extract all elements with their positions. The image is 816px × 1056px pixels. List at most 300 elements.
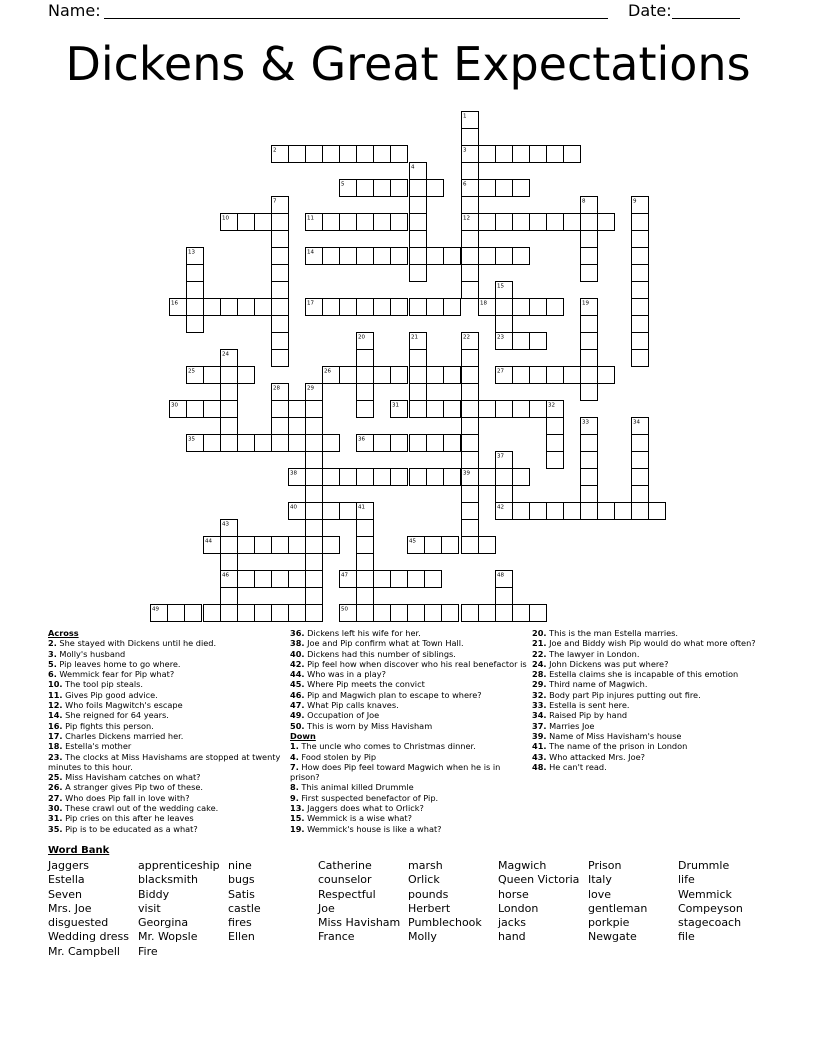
grid-cell[interactable] — [513, 503, 530, 520]
grid-cell[interactable] — [357, 571, 374, 588]
grid-cell[interactable] — [255, 299, 272, 316]
grid-cell[interactable] — [374, 214, 391, 231]
grid-cell[interactable] — [391, 571, 408, 588]
grid-cell[interactable] — [238, 435, 255, 452]
grid-cell[interactable] — [632, 452, 649, 469]
grid-cell[interactable] — [496, 316, 513, 333]
grid-cell[interactable] — [632, 299, 649, 316]
grid-cell[interactable] — [462, 418, 479, 435]
grid-cell[interactable] — [547, 435, 564, 452]
grid-cell[interactable] — [462, 486, 479, 503]
word-bank-word: apprenticeship — [138, 859, 220, 872]
grid-cell[interactable] — [221, 401, 238, 418]
grid-cell[interactable] — [479, 214, 496, 231]
grid-cell[interactable] — [427, 180, 444, 197]
grid-cell[interactable] — [323, 537, 340, 554]
grid-cell[interactable] — [306, 520, 323, 537]
grid-cell[interactable] — [410, 469, 427, 486]
word-bank-word: Mr. Campbell — [48, 944, 120, 958]
grid-cell[interactable] — [340, 469, 357, 486]
grid-cell[interactable] — [357, 401, 374, 418]
grid-cell[interactable] — [530, 333, 547, 350]
clue-item-number: 23. — [48, 751, 63, 762]
grid-cell[interactable] — [581, 503, 598, 520]
grid-cell[interactable] — [272, 316, 289, 333]
grid-cell[interactable] — [272, 214, 289, 231]
grid-cell[interactable] — [272, 537, 289, 554]
grid-cell[interactable] — [289, 571, 306, 588]
grid-cell[interactable] — [391, 299, 408, 316]
grid-cell[interactable] — [564, 146, 581, 163]
clue-item — [290, 659, 530, 669]
grid-cell[interactable] — [391, 469, 408, 486]
grid-cell[interactable] — [496, 469, 513, 486]
clue-item — [48, 679, 288, 689]
grid-cell[interactable] — [632, 214, 649, 231]
grid-cell[interactable] — [581, 265, 598, 282]
grid-cell[interactable] — [306, 503, 323, 520]
grid-cell[interactable] — [410, 248, 427, 265]
grid-cell[interactable] — [410, 265, 427, 282]
grid-cell[interactable] — [496, 146, 513, 163]
grid-cells — [151, 112, 666, 622]
grid-cell[interactable] — [357, 214, 374, 231]
grid-cell[interactable] — [374, 146, 391, 163]
clue-number: 46 — [222, 572, 229, 579]
grid-cell[interactable] — [185, 605, 202, 622]
grid-cell[interactable] — [530, 367, 547, 384]
clue-item-number: 43. — [532, 751, 547, 762]
grid-cell[interactable] — [581, 384, 598, 401]
grid-cell[interactable] — [306, 146, 323, 163]
grid-cell[interactable] — [272, 435, 289, 452]
clue-item — [532, 762, 772, 772]
grid-cell[interactable] — [357, 520, 374, 537]
grid-cell[interactable] — [340, 248, 357, 265]
grid-cell[interactable] — [340, 146, 357, 163]
grid-cell[interactable] — [306, 486, 323, 503]
grid-cell[interactable] — [340, 214, 357, 231]
grid-cell[interactable] — [221, 435, 238, 452]
grid-cell[interactable] — [272, 418, 289, 435]
grid-cell[interactable] — [479, 605, 496, 622]
grid-cell[interactable] — [496, 248, 513, 265]
grid-cell[interactable] — [357, 299, 374, 316]
grid-cell[interactable] — [272, 265, 289, 282]
grid-cell[interactable] — [427, 299, 444, 316]
grid-cell[interactable] — [204, 367, 221, 384]
grid-cell[interactable] — [272, 231, 289, 248]
grid-cell[interactable] — [323, 248, 340, 265]
grid-cell[interactable] — [323, 435, 340, 452]
clue-item-text: Estella's mother — [62, 741, 132, 752]
grid-cell[interactable] — [462, 265, 479, 282]
grid-cell[interactable] — [374, 571, 391, 588]
clue-item — [532, 649, 772, 659]
grid-cell[interactable] — [632, 486, 649, 503]
grid-cell[interactable] — [513, 146, 530, 163]
grid-cell[interactable] — [479, 401, 496, 418]
grid-cell[interactable] — [530, 401, 547, 418]
word-bank-word: disguested — [48, 916, 109, 930]
grid-cell[interactable] — [513, 401, 530, 418]
grid-cell[interactable] — [462, 163, 479, 180]
grid-cell[interactable] — [272, 571, 289, 588]
grid-cell[interactable] — [272, 333, 289, 350]
grid-cell[interactable] — [444, 435, 461, 452]
grid-cell[interactable] — [632, 231, 649, 248]
grid-cell[interactable] — [221, 384, 238, 401]
grid-cell[interactable] — [581, 231, 598, 248]
grid-cell[interactable] — [479, 469, 496, 486]
clue-item-number: 49. — [290, 710, 305, 721]
grid-cell[interactable] — [581, 452, 598, 469]
clue-item-text: Name of Miss Havisham's house — [546, 730, 682, 741]
grid-cell[interactable] — [238, 605, 255, 622]
grid-cell[interactable] — [187, 299, 204, 316]
grid-cell[interactable] — [221, 367, 238, 384]
grid-cell[interactable] — [357, 469, 374, 486]
grid-cell[interactable] — [530, 146, 547, 163]
grid-cell[interactable] — [462, 401, 479, 418]
grid-cell[interactable] — [462, 129, 479, 146]
grid-cell[interactable] — [513, 214, 530, 231]
grid-cell[interactable] — [272, 605, 289, 622]
grid-cell[interactable] — [391, 214, 408, 231]
grid-cell[interactable] — [547, 146, 564, 163]
grid-cell[interactable] — [427, 248, 444, 265]
grid-cell[interactable] — [425, 571, 442, 588]
grid-cell[interactable] — [649, 503, 666, 520]
grid-cell[interactable] — [289, 401, 306, 418]
grid-cell[interactable] — [581, 333, 598, 350]
grid-cell[interactable] — [496, 299, 513, 316]
grid-cell[interactable] — [632, 316, 649, 333]
grid-cell[interactable] — [238, 537, 255, 554]
grid-cell[interactable] — [496, 605, 513, 622]
grid-cell[interactable] — [462, 197, 479, 214]
grid-cell[interactable] — [289, 435, 306, 452]
grid-cell[interactable] — [187, 401, 204, 418]
grid-cell[interactable] — [496, 180, 513, 197]
grid-cell[interactable] — [564, 503, 581, 520]
grid-cell[interactable] — [204, 401, 221, 418]
grid-cell[interactable] — [427, 367, 444, 384]
grid-cell[interactable] — [357, 554, 374, 571]
grid-cell[interactable] — [306, 452, 323, 469]
grid-cell[interactable] — [581, 367, 598, 384]
grid-cell[interactable] — [632, 503, 649, 520]
grid-cell[interactable] — [272, 350, 289, 367]
grid-cell[interactable] — [255, 605, 272, 622]
grid-cell[interactable] — [530, 214, 547, 231]
grid-cell[interactable] — [357, 588, 374, 605]
clue-column-3 — [532, 628, 772, 772]
clue-item — [290, 690, 530, 700]
grid-cell[interactable] — [564, 214, 581, 231]
grid-cell[interactable] — [391, 435, 408, 452]
grid-cell[interactable] — [462, 537, 479, 554]
clue-number: 16 — [171, 300, 178, 307]
grid-cell[interactable] — [442, 605, 459, 622]
grid-cell[interactable] — [323, 146, 340, 163]
grid-cell[interactable] — [462, 605, 479, 622]
word-bank-column — [48, 859, 129, 959]
grid-cell[interactable] — [306, 571, 323, 588]
grid-cell[interactable] — [374, 299, 391, 316]
grid-cell[interactable] — [442, 537, 459, 554]
clue-number: 11 — [307, 215, 314, 222]
grid-cell[interactable] — [462, 435, 479, 452]
grid-cell[interactable] — [513, 333, 530, 350]
grid-cell[interactable] — [255, 214, 272, 231]
grid-cell[interactable] — [187, 282, 204, 299]
grid-cell[interactable] — [632, 469, 649, 486]
grid-cell[interactable] — [425, 537, 442, 554]
grid-cell[interactable] — [632, 265, 649, 282]
grid-cell[interactable] — [547, 367, 564, 384]
grid-cell[interactable] — [444, 469, 461, 486]
grid-cell[interactable] — [530, 503, 547, 520]
grid-cell[interactable] — [462, 367, 479, 384]
grid-cell[interactable] — [357, 537, 374, 554]
grid-cell[interactable] — [581, 316, 598, 333]
grid-cell[interactable] — [581, 486, 598, 503]
grid-cell[interactable] — [479, 180, 496, 197]
grid-cell[interactable] — [374, 435, 391, 452]
clue-item-text: Third name of Magwich. — [546, 679, 648, 690]
grid-cell[interactable] — [462, 350, 479, 367]
grid-cell[interactable] — [306, 554, 323, 571]
clue-item — [532, 710, 772, 720]
grid-cell[interactable] — [496, 401, 513, 418]
clue-item — [532, 752, 772, 762]
grid-cell[interactable] — [357, 146, 374, 163]
grid-cell[interactable] — [289, 537, 306, 554]
grid-cell[interactable] — [272, 248, 289, 265]
grid-cell[interactable] — [530, 605, 547, 622]
grid-cell[interactable] — [374, 605, 391, 622]
grid-cell[interactable] — [410, 180, 427, 197]
grid-cell[interactable] — [444, 248, 461, 265]
grid-cell[interactable] — [462, 503, 479, 520]
grid-cell[interactable] — [323, 469, 340, 486]
grid-cell[interactable] — [187, 265, 204, 282]
grid-cell[interactable] — [547, 418, 564, 435]
grid-cell[interactable] — [410, 401, 427, 418]
clue-item-number: 11. — [48, 689, 63, 700]
grid-cell[interactable] — [168, 605, 185, 622]
grid-cell[interactable] — [374, 248, 391, 265]
grid-cell[interactable] — [374, 367, 391, 384]
grid-cell[interactable] — [444, 299, 461, 316]
clue-item-text: How does Pip feel toward Magwich when he is in prison? — [290, 761, 501, 783]
grid-cell[interactable] — [598, 367, 615, 384]
grid-cell[interactable] — [427, 469, 444, 486]
grid-cell[interactable] — [323, 214, 340, 231]
clue-item-number: 35. — [48, 823, 63, 834]
grid-cell[interactable] — [410, 231, 427, 248]
grid-cell[interactable] — [306, 588, 323, 605]
grid-cell[interactable] — [410, 214, 427, 231]
grid-cell[interactable] — [408, 605, 425, 622]
grid-cell[interactable] — [410, 197, 427, 214]
grid-cell[interactable] — [323, 299, 340, 316]
grid-cell[interactable] — [306, 469, 323, 486]
clue-number: 39 — [463, 470, 470, 477]
grid-cell[interactable] — [547, 503, 564, 520]
clue-item-text: Who was in a play? — [304, 669, 386, 680]
grid-cell[interactable] — [391, 180, 408, 197]
grid-cell[interactable] — [391, 146, 408, 163]
grid-cell[interactable] — [564, 367, 581, 384]
grid-cell[interactable] — [340, 503, 357, 520]
grid-cell[interactable] — [581, 350, 598, 367]
grid-cell[interactable] — [513, 248, 530, 265]
grid-cell[interactable] — [598, 503, 615, 520]
grid-cell[interactable] — [357, 367, 374, 384]
grid-cell[interactable] — [444, 401, 461, 418]
grid-cell[interactable] — [187, 316, 204, 333]
grid-cell[interactable] — [581, 469, 598, 486]
grid-cell[interactable] — [632, 435, 649, 452]
grid-cell[interactable] — [496, 214, 513, 231]
grid-cell[interactable] — [581, 214, 598, 231]
grid-cell[interactable] — [391, 605, 408, 622]
grid-cell[interactable] — [204, 299, 221, 316]
grid-cell[interactable] — [581, 435, 598, 452]
grid-cell[interactable] — [513, 469, 530, 486]
word-bank-word: jacks — [498, 916, 526, 930]
grid-cell[interactable] — [357, 248, 374, 265]
grid-cell[interactable] — [547, 299, 564, 316]
grid-cell[interactable] — [496, 588, 513, 605]
grid-cell[interactable] — [221, 537, 238, 554]
grid-cell[interactable] — [238, 299, 255, 316]
grid-cell[interactable] — [238, 214, 255, 231]
grid-cell[interactable] — [306, 418, 323, 435]
grid-cell[interactable] — [410, 350, 427, 367]
grid-cell[interactable] — [374, 469, 391, 486]
grid-cell[interactable] — [204, 435, 221, 452]
clue-number: 43 — [222, 521, 229, 528]
grid-cell[interactable] — [272, 282, 289, 299]
grid-cell[interactable] — [547, 214, 564, 231]
grid-cell[interactable] — [221, 588, 238, 605]
grid-cell[interactable] — [221, 554, 238, 571]
clue-item — [290, 824, 530, 834]
grid-cell[interactable] — [255, 571, 272, 588]
grid-cell[interactable] — [496, 486, 513, 503]
grid-cell[interactable] — [204, 605, 221, 622]
grid-cell[interactable] — [462, 231, 479, 248]
clue-number: 34 — [633, 419, 640, 426]
grid-cell[interactable] — [632, 248, 649, 265]
grid-cell[interactable] — [462, 248, 479, 265]
grid-cell[interactable] — [272, 401, 289, 418]
grid-cell[interactable] — [357, 605, 374, 622]
grid-cell[interactable] — [289, 605, 306, 622]
grid-cell[interactable] — [479, 248, 496, 265]
grid-cell[interactable] — [340, 299, 357, 316]
grid-cell[interactable] — [462, 520, 479, 537]
grid-cell[interactable] — [581, 248, 598, 265]
grid-cell[interactable] — [357, 350, 374, 367]
grid-cell[interactable] — [410, 384, 427, 401]
clue-item-text: Body part Pip injures putting out fire. — [546, 689, 701, 700]
grid-cell[interactable] — [513, 367, 530, 384]
grid-cell[interactable] — [427, 401, 444, 418]
grid-cell[interactable] — [410, 367, 427, 384]
date-label: Date: — [628, 1, 672, 20]
grid-cell[interactable] — [408, 571, 425, 588]
grid-cell[interactable] — [462, 384, 479, 401]
clue-number: 12 — [463, 215, 470, 222]
grid-cell[interactable] — [425, 605, 442, 622]
grid-cell[interactable] — [221, 605, 238, 622]
grid-cell[interactable] — [598, 214, 615, 231]
grid-cell[interactable] — [547, 452, 564, 469]
grid-cell[interactable] — [632, 350, 649, 367]
grid-cell[interactable] — [357, 180, 374, 197]
grid-cell[interactable] — [391, 248, 408, 265]
grid-cell[interactable] — [513, 180, 530, 197]
grid-cell[interactable] — [221, 299, 238, 316]
grid-cell[interactable] — [391, 367, 408, 384]
clue-item-text: Estella is sent here. — [546, 700, 630, 711]
clue-item-text: Charles Dickens married her. — [62, 730, 184, 741]
grid-cell[interactable] — [444, 367, 461, 384]
grid-cell[interactable] — [479, 537, 496, 554]
down-heading: Down — [290, 730, 316, 741]
clue-item — [532, 669, 772, 679]
clue-item — [290, 782, 530, 792]
clue-number: 50 — [341, 606, 348, 613]
grid-cell[interactable] — [306, 435, 323, 452]
grid-cell[interactable] — [357, 384, 374, 401]
grid-cell[interactable] — [513, 299, 530, 316]
grid-cell[interactable] — [238, 571, 255, 588]
grid-cell[interactable] — [462, 282, 479, 299]
grid-cell[interactable] — [632, 282, 649, 299]
grid-cell[interactable] — [530, 299, 547, 316]
grid-cell[interactable] — [255, 537, 272, 554]
clue-item-number: 22. — [532, 648, 547, 659]
grid-cell[interactable] — [462, 452, 479, 469]
grid-cell[interactable] — [340, 367, 357, 384]
grid-cell[interactable] — [410, 299, 427, 316]
grid-cell[interactable] — [306, 401, 323, 418]
clue-item-text: Who attacked Mrs. Joe? — [546, 751, 645, 762]
grid-cell[interactable] — [272, 299, 289, 316]
grid-cell[interactable] — [615, 503, 632, 520]
word-bank-title: Word Bank — [48, 845, 110, 856]
page-title: Dickens & Great Expectations — [65, 37, 751, 91]
grid-cell[interactable] — [513, 605, 530, 622]
grid-cell[interactable] — [410, 435, 427, 452]
grid-cell[interactable] — [238, 367, 255, 384]
grid-cell[interactable] — [221, 418, 238, 435]
grid-cell[interactable] — [632, 333, 649, 350]
grid-cell[interactable] — [323, 503, 340, 520]
grid-cell[interactable] — [427, 435, 444, 452]
grid-cell[interactable] — [289, 146, 306, 163]
grid-cell[interactable] — [306, 605, 323, 622]
grid-cell[interactable] — [306, 537, 323, 554]
grid-cell[interactable] — [479, 146, 496, 163]
grid-cell[interactable] — [374, 180, 391, 197]
grid-cell[interactable] — [255, 435, 272, 452]
